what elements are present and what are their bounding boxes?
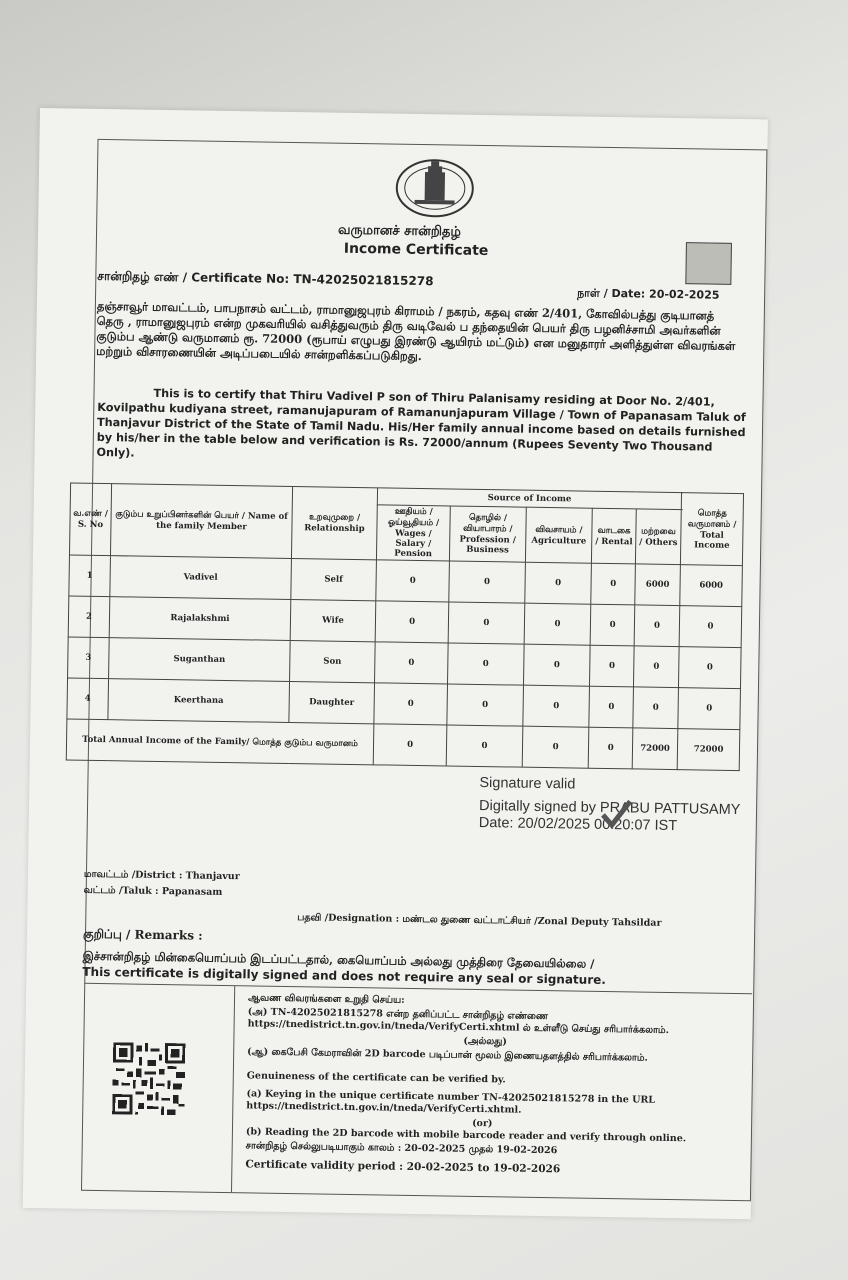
cell-wages: 0 [376,560,450,602]
cell-name: Vadivel [110,556,292,600]
verify-line-b-english: (b) Reading the 2D barcode with mobile barcode reader and verify through online. [245,1126,687,1145]
qr-code-icon [110,1042,187,1115]
taluk-text: வட்டம் /Taluk : Papanasam [83,884,223,898]
cell-name: Rajalakshmi [109,597,291,641]
cell-wages: 0 [374,683,448,725]
header-relationship: உறவுமுறை / Relationship [291,487,377,560]
cell-total: 0 [679,647,741,689]
certificate-page [23,108,768,1219]
total-label: Total Annual Income of the Family/ மொத்த குடும்ப வருமானம் [66,719,374,765]
cell-total: 0 [679,606,741,648]
header-agriculture: விவசாயம் / Agriculture [525,507,593,563]
cell-name: Keerthana [108,679,290,723]
header-sno: வ.எண் / S. No [69,483,111,556]
cell-sno: 2 [68,596,110,638]
validity-tamil: சான்றிதழ் செல்லுபடியாகும் காலம் : 20-02-2025 முதல் 19-02-2026 [245,1140,558,1157]
certificate-label: சான்றிதழ் எண் / Certificate No: [97,268,290,286]
header-others: மற்றவை / Others [635,509,681,565]
header-name: குடும்ப உறுப்பினர்களின் பெயர் / Name of the family Member [110,484,292,559]
tamil-paragraph: தஞ்சாவூர் மாவட்டம், பாபநாசம் வட்டம், ராமானுஜபுரம் கிராமம் / நகரம், கதவு எண் 2/401, கோவில்பத்து குடியானத் தெரு , ராமானுஜபுரம் என்ற முகவரியில் வசித்துவரும் திரு வடிவேல் ப தந்தையின் பெயர் திரு பழனிச்சாமி அவர்களின் குடும்ப ஆண்டு வருமானம் ரூ. 72000 (ரூபாய் எழுபது இரண்டு ஆயிரம் மட்டும்) என மனுதாரர் அளித்துள்ள விவரங்கள் மற்றும் விசாரணையின் அடிப்படையில் சான்றளிக்கப்படுகிறது. [96,298,736,364]
cell-sno: 3 [68,637,110,679]
verify-heading-tamil: ஆவண விவரங்களை உறுதி செய்ய: [247,992,405,1006]
title-english: Income Certificate [343,240,489,260]
cell-relationship: Wife [290,600,376,642]
total-income: 72000 [677,729,739,771]
verify-genuineness: Genuineness of the certificate can be verified by. [246,1070,506,1086]
signature-valid-text: Signature valid [479,774,576,793]
signed-by-text: Digitally signed by PRABU PATTUSAMY [478,797,741,819]
cell-sno: 4 [67,678,109,720]
verify-or-english: (or) [472,1117,493,1130]
total-agriculture: 0 [522,726,589,768]
cell-sno: 1 [69,555,111,597]
cell-profession: 0 [449,561,525,603]
total-rental: 0 [589,727,633,769]
applicant-photo [685,242,732,285]
cell-agriculture: 0 [524,603,591,645]
verification-divider [231,986,235,1192]
header-rental: வாடகை / Rental [592,508,636,564]
cell-profession: 0 [447,684,523,726]
cell-agriculture: 0 [524,562,591,604]
total-wages: 0 [373,724,447,766]
district-text: மாவட்டம் /District : Thanjavur [83,868,240,883]
signature-date-text: Date: 20/02/2025 00:20:07 IST [478,814,678,835]
certificate-value: TN-42025021815278 [293,272,434,289]
header-profession: தொழில் / வியாபாரம் / Profession / Business [450,506,526,562]
cell-rental: 0 [590,645,634,687]
verify-line-b-tamil: (ஆ) கைபேசி கேமராவின் 2D barcode படிப்பான் மூலம் இணையதளத்தில் சரிபார்க்கலாம். [247,1046,648,1064]
verify-or-tamil: (அல்லது) [463,1035,508,1048]
header-wages: ஊதியம் / ஓய்வூதியம் / Wages / Salary / Pension [376,505,450,561]
english-paragraph: This is to certify that Thiru Vadivel P son of Thiru Palanisamy residing at Door No. 2/401, Kovilpathu kudiyana street, ramanujapuram of Ramanunjapuram Village / Town of Papanasam Taluk of Thanjavur District of the State of Tamil Nadu. His/Her family annual income based on details furnished by his/her in the table below and verification is Rs. 72000/annum (Rupees Seventy Two Thousand Only). [96,386,746,460]
date-value: 20-02-2025 [648,287,720,302]
remarks-label: குறிப்பு / Remarks : [82,926,203,943]
cell-profession: 0 [448,602,524,644]
cell-others: 0 [634,605,680,647]
cell-total: 0 [678,688,740,730]
cell-agriculture: 0 [523,644,590,686]
verify-line-a-tamil: (அ) TN-42025021815278 என்ற தனிப்பட்ட சான்றிதழ் எண்ணை https://tnedistrict.tn.gov.in/tneda/VerifyCerti.xhtml ல் உள்ளீடு செய்து சரிபார்க்கலாம். [247,1006,670,1036]
cell-rental: 0 [589,686,633,728]
cell-rental: 0 [591,604,635,646]
cell-wages: 0 [375,601,449,643]
cell-total: 6000 [680,565,742,607]
cell-name: Suganthan [109,638,291,682]
cell-profession: 0 [448,643,524,685]
cell-rental: 0 [591,563,635,605]
validity-english: Certificate validity period : 20-02-2025 to 19-02-2026 [245,1158,561,1176]
title-tamil: வருமானச் சான்றிதழ் [337,222,462,240]
cell-relationship: Daughter [289,681,375,723]
header-total: மொத்த வருமானம் / Total Income [681,493,744,566]
total-others: 72000 [632,728,678,770]
income-table [66,483,744,772]
remarks-tamil: இச்சான்றிதழ் மின்கையொப்பம் இடப்பட்டதால், கையொப்பம் அல்லது முத்திரை தேவையில்லை / [82,948,595,971]
cell-others: 6000 [635,564,681,606]
verify-line-a-english: (a) Keying in the unique certificate number TN-42025021815278 in the URL https://tnedistrict.tn.gov.in/tneda/VerifyCerti.xhtml. [246,1088,656,1116]
verification-box [81,983,752,1200]
cell-others: 0 [633,646,679,688]
date-label: நாள் / Date: [577,286,646,301]
cell-relationship: Self [291,559,377,601]
tamil-nadu-emblem-icon [394,158,475,219]
cell-agriculture: 0 [522,685,589,727]
header-source: Source of Income [377,488,681,510]
cell-others: 0 [633,687,679,729]
cell-wages: 0 [375,642,449,684]
remarks-english: This certificate is digitally signed and does not require any seal or signature. [82,964,606,987]
cell-relationship: Son [290,640,376,682]
total-profession: 0 [446,725,522,767]
certificate-date [577,286,720,303]
signature-check-icon [599,797,634,832]
designation-text: பதவி /Designation : மண்டல துணை வட்டாட்சியர் /Zonal Deputy Tahsildar [297,912,662,929]
